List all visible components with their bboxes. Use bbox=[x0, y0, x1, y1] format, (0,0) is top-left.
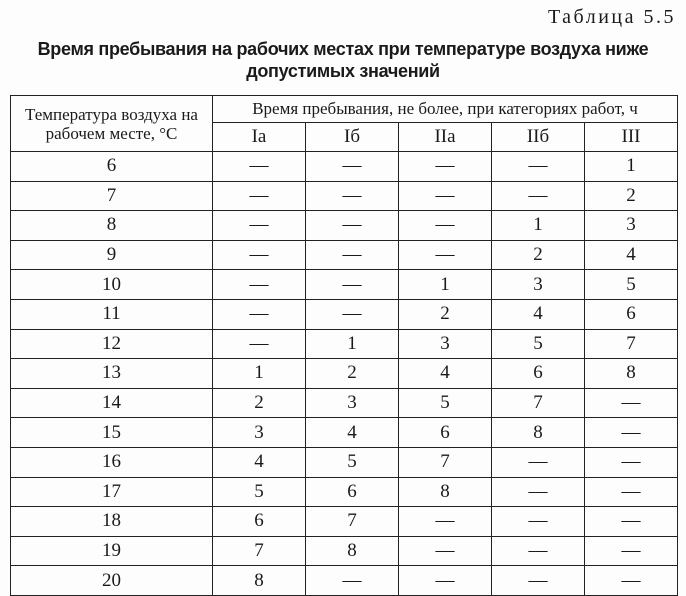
temperature-cell: 11 bbox=[11, 299, 213, 329]
hours-cell: 7 bbox=[306, 507, 399, 537]
hours-cell: 5 bbox=[492, 329, 585, 359]
hours-cell: — bbox=[585, 536, 678, 566]
hours-cell: 2 bbox=[213, 388, 306, 418]
temperature-cell: 10 bbox=[11, 270, 213, 300]
hours-cell: 1 bbox=[306, 329, 399, 359]
hours-cell: — bbox=[585, 388, 678, 418]
hours-cell: — bbox=[399, 152, 492, 182]
exposure-group-header: Время пребывания, не более, при категориях работ, ч bbox=[213, 96, 678, 123]
table-row bbox=[11, 536, 678, 566]
hours-cell: — bbox=[399, 240, 492, 270]
hours-cell: 4 bbox=[306, 418, 399, 448]
hours-cell: — bbox=[399, 507, 492, 537]
table-number-label: Таблица 5.5 bbox=[547, 6, 676, 28]
hours-cell: 8 bbox=[213, 566, 306, 596]
table-row bbox=[11, 477, 678, 507]
hours-cell: — bbox=[492, 181, 585, 211]
temperature-column-header bbox=[11, 96, 213, 152]
category-header-1b: Iб bbox=[306, 123, 399, 152]
temperature-cell: 15 bbox=[11, 418, 213, 448]
temperature-header-line-1: Температура воздуха на bbox=[25, 105, 198, 124]
hours-cell: — bbox=[492, 447, 585, 477]
temperature-cell: 12 bbox=[11, 329, 213, 359]
hours-cell: 5 bbox=[585, 270, 678, 300]
temperature-cell: 20 bbox=[11, 566, 213, 596]
hours-cell: 7 bbox=[585, 329, 678, 359]
hours-cell: — bbox=[306, 181, 399, 211]
table-row bbox=[11, 329, 678, 359]
category-header-2b: IIб bbox=[492, 123, 585, 152]
hours-cell: 2 bbox=[306, 359, 399, 389]
temperature-cell: 8 bbox=[11, 211, 213, 241]
hours-cell: 2 bbox=[585, 181, 678, 211]
table-row bbox=[11, 152, 678, 182]
temperature-cell: 6 bbox=[11, 152, 213, 182]
table-row bbox=[11, 240, 678, 270]
hours-cell: — bbox=[399, 536, 492, 566]
hours-cell: — bbox=[213, 181, 306, 211]
hours-cell: 3 bbox=[306, 388, 399, 418]
hours-cell: 4 bbox=[399, 359, 492, 389]
temperature-cell: 7 bbox=[11, 181, 213, 211]
table-row bbox=[11, 270, 678, 300]
table-row bbox=[11, 418, 678, 448]
temperature-cell: 18 bbox=[11, 507, 213, 537]
hours-cell: — bbox=[213, 211, 306, 241]
table-row bbox=[11, 181, 678, 211]
table-row bbox=[11, 507, 678, 537]
hours-cell: 8 bbox=[492, 418, 585, 448]
hours-cell: — bbox=[306, 270, 399, 300]
hours-cell: — bbox=[492, 566, 585, 596]
hours-cell: — bbox=[306, 299, 399, 329]
hours-cell: 6 bbox=[213, 507, 306, 537]
hours-cell: 4 bbox=[585, 240, 678, 270]
table-row bbox=[11, 447, 678, 477]
hours-cell: — bbox=[399, 181, 492, 211]
temperature-cell: 16 bbox=[11, 447, 213, 477]
hours-cell: 6 bbox=[306, 477, 399, 507]
table-row bbox=[11, 211, 678, 241]
hours-cell: 8 bbox=[399, 477, 492, 507]
hours-cell: 7 bbox=[492, 388, 585, 418]
hours-cell: — bbox=[213, 152, 306, 182]
hours-cell: 7 bbox=[213, 536, 306, 566]
temperature-cell: 14 bbox=[11, 388, 213, 418]
hours-cell: 8 bbox=[585, 359, 678, 389]
table-title bbox=[0, 38, 686, 82]
hours-cell: — bbox=[399, 566, 492, 596]
hours-cell: — bbox=[492, 507, 585, 537]
hours-cell: — bbox=[492, 536, 585, 566]
table-body bbox=[11, 152, 678, 596]
hours-cell: 5 bbox=[213, 477, 306, 507]
hours-cell: 1 bbox=[213, 359, 306, 389]
hours-cell: 1 bbox=[399, 270, 492, 300]
category-header-1a: Iа bbox=[213, 123, 306, 152]
hours-cell: 5 bbox=[399, 388, 492, 418]
hours-cell: — bbox=[306, 211, 399, 241]
table-row bbox=[11, 299, 678, 329]
hours-cell: 1 bbox=[492, 211, 585, 241]
hours-cell: 1 bbox=[585, 152, 678, 182]
hours-cell: 3 bbox=[399, 329, 492, 359]
hours-cell: 4 bbox=[213, 447, 306, 477]
table-row bbox=[11, 359, 678, 389]
table-row bbox=[11, 388, 678, 418]
hours-cell: 5 bbox=[306, 447, 399, 477]
hours-cell: — bbox=[585, 447, 678, 477]
hours-cell: 4 bbox=[492, 299, 585, 329]
hours-cell: — bbox=[399, 211, 492, 241]
hours-cell: — bbox=[492, 477, 585, 507]
temperature-cell: 17 bbox=[11, 477, 213, 507]
hours-cell: 2 bbox=[492, 240, 585, 270]
table-row bbox=[11, 566, 678, 596]
hours-cell: 6 bbox=[585, 299, 678, 329]
hours-cell: 7 bbox=[399, 447, 492, 477]
hours-cell: 2 bbox=[399, 299, 492, 329]
table-title-line-1: Время пребывания на рабочих местах при температуре воздуха ниже bbox=[37, 39, 649, 59]
hours-cell: — bbox=[213, 240, 306, 270]
exposure-time-table bbox=[10, 95, 678, 596]
hours-cell: 3 bbox=[492, 270, 585, 300]
hours-cell: 3 bbox=[585, 211, 678, 241]
category-header-2a: IIа bbox=[399, 123, 492, 152]
hours-cell: — bbox=[585, 566, 678, 596]
hours-cell: — bbox=[306, 566, 399, 596]
table-title-line-2: допустимых значений bbox=[246, 61, 440, 81]
hours-cell: — bbox=[213, 299, 306, 329]
hours-cell: — bbox=[213, 329, 306, 359]
temperature-cell: 13 bbox=[11, 359, 213, 389]
hours-cell: — bbox=[585, 477, 678, 507]
hours-cell: 6 bbox=[399, 418, 492, 448]
hours-cell: — bbox=[585, 507, 678, 537]
temperature-header-line-2: рабочем месте, °С bbox=[45, 124, 178, 143]
temperature-cell: 19 bbox=[11, 536, 213, 566]
hours-cell: — bbox=[492, 152, 585, 182]
temperature-cell: 9 bbox=[11, 240, 213, 270]
hours-cell: 3 bbox=[213, 418, 306, 448]
hours-cell: 6 bbox=[492, 359, 585, 389]
hours-cell: — bbox=[585, 418, 678, 448]
hours-cell: — bbox=[306, 240, 399, 270]
hours-cell: — bbox=[213, 270, 306, 300]
hours-cell: — bbox=[306, 152, 399, 182]
hours-cell: 8 bbox=[306, 536, 399, 566]
category-header-3: III bbox=[585, 123, 678, 152]
